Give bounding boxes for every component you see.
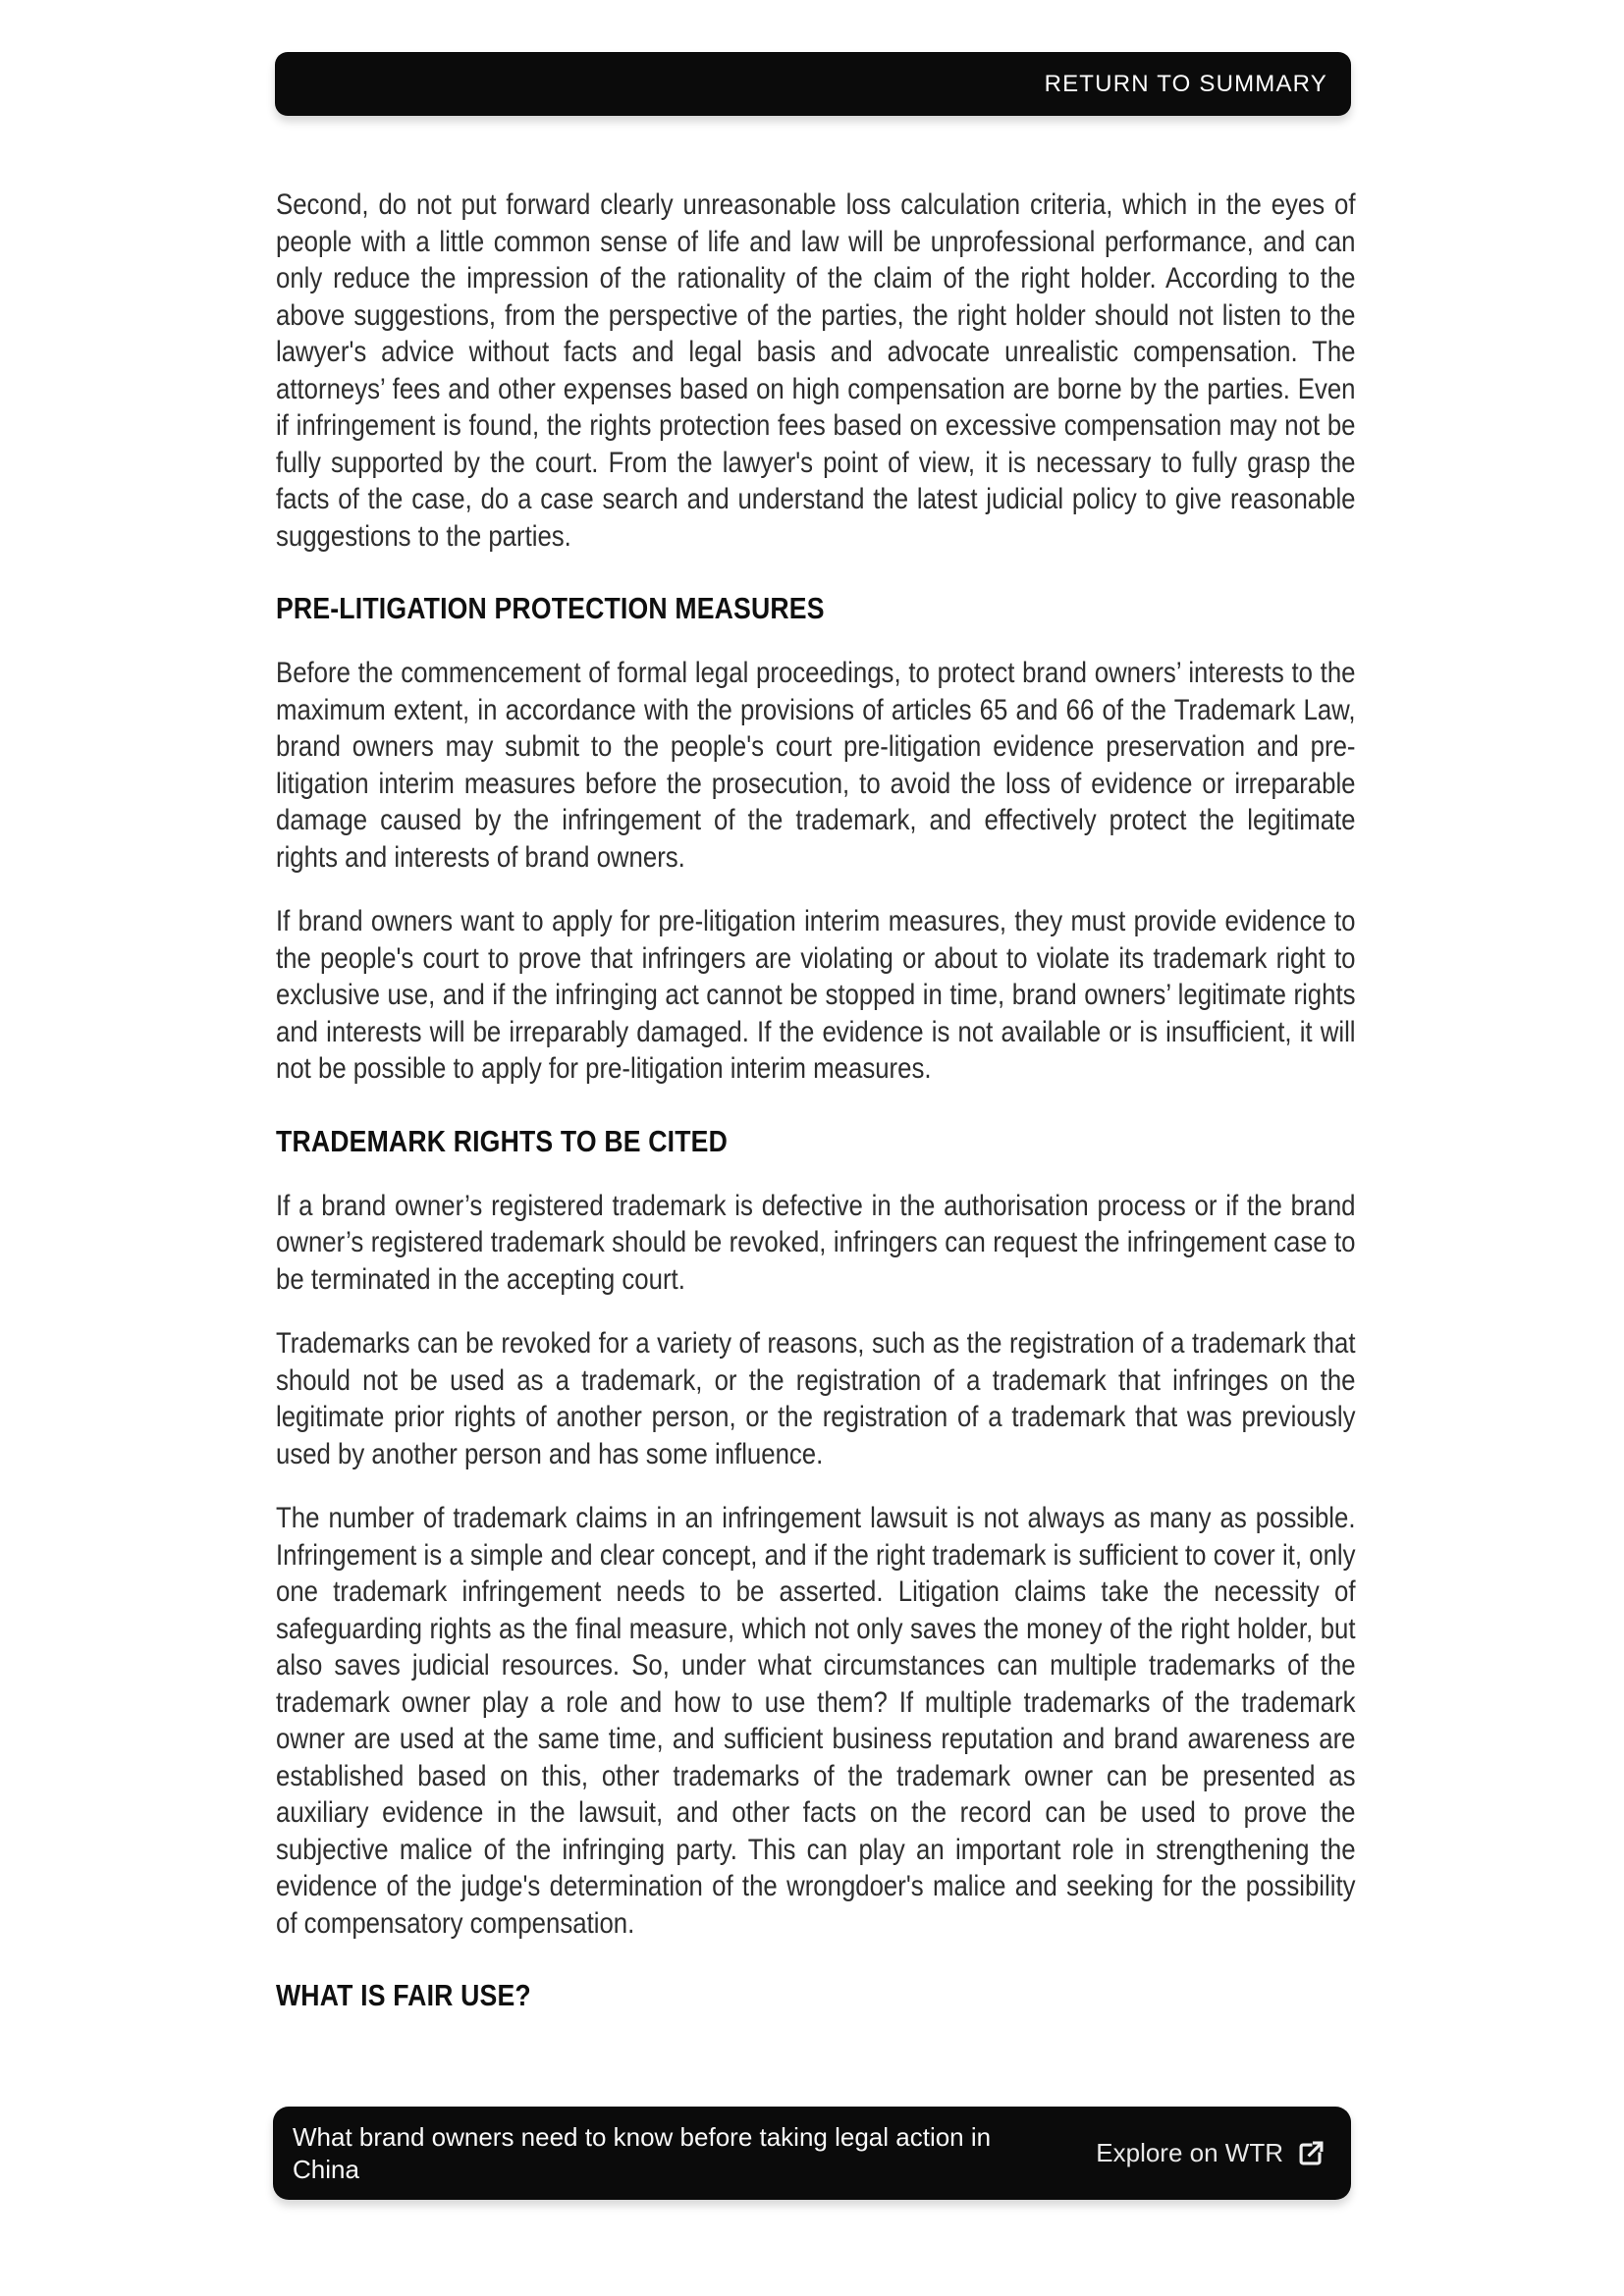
return-to-summary-button[interactable] — [275, 52, 1351, 116]
section-heading-pre-litigation-protection-measures: PRE-LITIGATION PROTECTION MEASURES — [276, 591, 825, 625]
document-title: What brand owners need to know before taking legal action in China — [293, 2121, 992, 2184]
article-body — [276, 155, 1356, 2038]
body-paragraph: Before the commencement of formal legal proceedings, to protect brand owners’ interests to the maximum extent, in accordance with the provisions of articles 65 and 66 of the Trademark Law, brand owners may submit to the people's court pre-litigation evidence preservation and pre-litigation interim measures before the prosecution, to avoid the loss of evidence or irreparable damage caused by the infringement of the trademark, and effectively protect the legitimate rights and interests of brand owners. — [276, 657, 1356, 874]
body-paragraph: The number of trademark claims in an infringement lawsuit is not always as many as possible. Infringement is a simple and clear concept, and if the right trademark is sufficient to cover it, only one trademark infringement needs to be asserted. Litigation claims take the necessity of safeguarding rights as the final measure, which not only saves the money of the right holder, but also saves judicial resources. So, under what circumstances can multiple trademarks of the trademark owner play a role and how to use them? If multiple trademarks of the trademark owner are used at the same time, and sufficient business reputation and brand awareness are established based on this, other trademarks of the trademark owner can be presented as auxiliary evidence in the lawsuit, and other facts on the record can be used to prove the subjective malice of the infringing party. This can play an important role in strengthening the evidence of the judge's determination of the wrongdoer's malice and seeking for the possibility of compensatory compensation. — [276, 1502, 1356, 1940]
body-paragraph: Trademarks can be revoked for a variety of reasons, such as the registration of a trademark that should not be used as a trademark, or the registration of a trademark that infringes on the legitimate prior rights of another person, or the registration of a trademark that was previously used by another person and has some influence. — [276, 1327, 1356, 1470]
return-to-summary-label: RETURN TO SUMMARY — [1044, 70, 1327, 97]
external-link-icon[interactable] — [1297, 2139, 1326, 2167]
body-paragraph: Second, do not put forward clearly unreasonable loss calculation criteria, which in the eyes of people with a little common sense of life and law will be unprofessional performance, and can only reduce the impression of the rationality of the claim of the right holder. According to the above suggestions, from the perspective of the parties, the right holder should not listen to the lawyer's advice without facts and legal basis and advocate unrealistic compensation. The attorneys’ fees and other expenses based on high compensation are borne by the parties. Even if infringement is found, the rights protection fees based on excessive compensation may not be fully supported by the court. From the lawyer's point of view, it is necessary to fully grasp the facts of the case, do a case search and understand the latest judicial policy to give reasonable suggestions to the parties. — [276, 188, 1356, 553]
explore-on-wtr-label: Explore on WTR — [1096, 2138, 1283, 2167]
body-paragraph: If brand owners want to apply for pre-litigation interim measures, they must provide evidence to the people's court to prove that infringers are violating or about to violate its trademark right to exclusive use, and if the infringing act cannot be stopped in time, brand owners’ legitimate rights and interests will be irreparably damaged. If the evidence is not available or is insufficient, it will not be possible to apply for pre-litigation interim measures. — [276, 905, 1356, 1085]
section-heading-what-is-fair-use: WHAT IS FAIR USE? — [276, 1978, 531, 2012]
explore-on-wtr-link[interactable] — [1096, 2138, 1326, 2168]
footer-bar — [273, 2107, 1351, 2200]
section-heading-trademark-rights-to-be-cited: TRADEMARK RIGHTS TO BE CITED — [276, 1123, 728, 1158]
body-paragraph: If a brand owner’s registered trademark is defective in the authorisation process or if the brand owner’s registered trademark should be revoked, infringers can request the infringement case to be terminated in the accepting court. — [276, 1189, 1356, 1296]
